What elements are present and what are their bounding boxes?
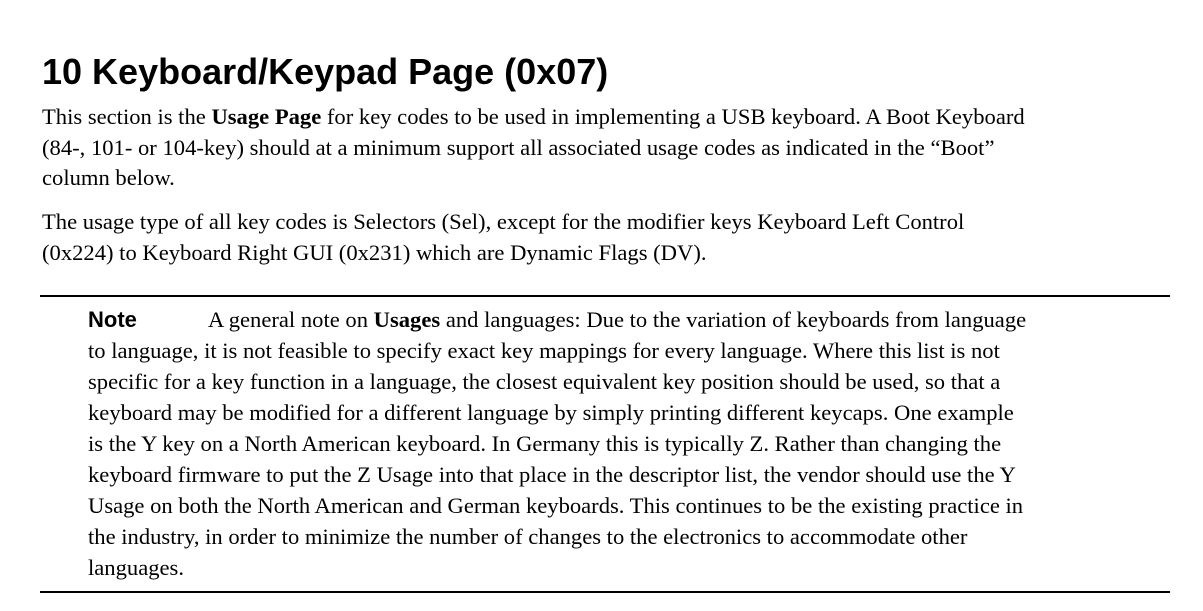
note-line-7: Usage on both the North American and German keyboards. This continues to be the existing practice in	[88, 493, 1024, 518]
usage-type-paragraph	[42, 207, 1182, 268]
note-line-1-start: A general note on	[208, 307, 374, 332]
note-top-rule	[40, 295, 1170, 297]
usage-type-line-1: The usage type of all key codes is Selectors (Sel), except for the modifier keys Keyboard Left Control	[42, 209, 965, 234]
note-line-9: languages.	[88, 555, 184, 580]
usages-term: Usages	[373, 307, 441, 332]
section-heading: 10 Keyboard/Keypad Page (0x07)	[42, 51, 609, 92]
intro-line-1	[42, 102, 1182, 133]
intro-line-1-end: for key codes to be used in implementing a USB keyboard. A Boot Keyboard	[321, 104, 1025, 129]
usage-type-line-2: (0x224) to Keyboard Right GUI (0x231) which are Dynamic Flags (DV).	[42, 239, 707, 265]
note-line-4: keyboard may be modified for a different language by simply printing different keycaps. One example	[88, 400, 1014, 425]
note-line-5: is the Y key on a North American keyboard. In Germany this is typically Z. Rather than changing the	[88, 431, 1002, 456]
note-line-1-end: and languages: Due to the variation of keyboards from language	[440, 307, 1027, 332]
intro-line-1-start: This section is the	[42, 104, 212, 129]
note-line-3: specific for a key function in a language, the closest equivalent key position should be used, so that a	[88, 369, 1001, 394]
intro-line-2: (84-, 101- or 104-key) should at a minimum support all associated usage codes as indicated in the “Boot”	[42, 134, 995, 160]
note-bottom-rule	[40, 591, 1170, 593]
usage-page-term: Usage Page	[211, 104, 322, 129]
note-line-8: the industry, in order to minimize the number of changes to the electronics to accommodate other	[88, 524, 968, 549]
note-line-1	[88, 304, 1178, 335]
note-block	[88, 304, 1178, 583]
note-line-6: keyboard firmware to put the Z Usage into that place in the descriptor list, the vendor should use the Y	[88, 462, 1016, 487]
note-label: Note	[88, 307, 137, 332]
intro-line-3: column below.	[42, 165, 175, 190]
note-line-2: to language, it is not feasible to specify exact key mappings for every language. Where this list is not	[88, 338, 1000, 363]
intro-paragraph	[42, 102, 1182, 194]
